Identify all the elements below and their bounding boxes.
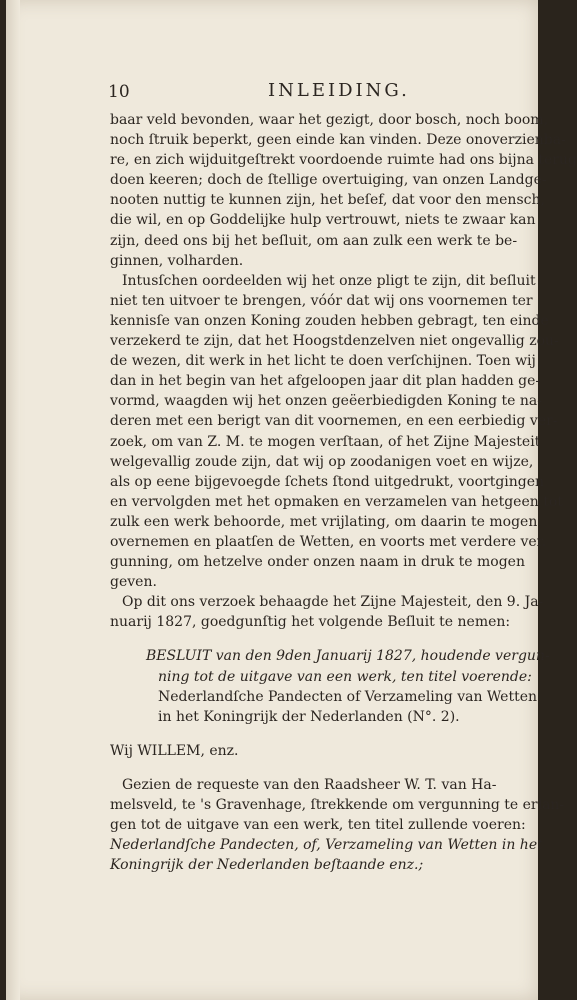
text-line: overnemen en plaatſen de Wetten, en voorts met verdere ver. [110, 533, 547, 550]
page-number: 10 [108, 82, 130, 102]
text-line: noch ſtruik beperkt, geen einde kan vinden. Deze onoverzienba- [110, 132, 566, 149]
text-line: melsveld, te 's Gravenhage, ſtrekkende om vergunning te erlan- [110, 797, 565, 813]
text-line: doen keeren; doch de ſtellige overtuiging, van onzen Landge- [110, 172, 547, 189]
running-head: INLEIDING. [268, 80, 410, 101]
decree-line: ning tot de uitgave van een werk, ten titel voerende: [158, 668, 532, 685]
text-line: re, en zich wijduitgeſtrekt voordoende ruimte had ons bijna terug [110, 152, 577, 169]
text-line: dan in het begin van het afgeloopen jaar dit plan hadden ge- [110, 373, 541, 390]
text-line: zijn, deed ons bij het beſluit, om aan zulk een werk te be- [110, 232, 518, 249]
decree-line: in het Koningrijk der Nederlanden (N°. 2). [158, 708, 460, 725]
text-line: verzekerd te zijn, dat het Hoogstdenzelven niet ongevallig zou- [110, 333, 559, 350]
text-line: gen tot de uitgave van een werk, ten titel zullende voeren: [110, 817, 526, 834]
text-line: baar veld bevonden, waar het gezigt, door bosch, noch boom, [110, 112, 549, 128]
text-line: Gezien de requeste van den Raadsheer W. T. van Ha- [122, 776, 497, 793]
text-line: Intusſchen oordeelden wij het onze pligt te zijn, dit beſluit [122, 272, 536, 289]
decree-line: Nederlandſche Pandecten of Verzameling van Wetten [158, 688, 538, 705]
decree-line: BESLUIT van den 9den Januarij 1827, houdende vergun- [146, 648, 550, 665]
text-line: niet ten uitvoer te brengen, vóór dat wij ons voornemen ter [110, 292, 533, 309]
text-line: zoek, om van Z. M. te mogen verſtaan, of het Zijne Majesteit [110, 433, 541, 450]
text-line: de wezen, dit werk in het licht te doen verſchijnen. Toen wij [110, 353, 536, 370]
decree-title [146, 646, 550, 726]
paragraph-1 [110, 110, 577, 271]
page-gutter [6, 0, 20, 1000]
text-line: zulk een werk behoorde, met vrijlating, om daarin te mogen [110, 513, 538, 530]
text-line: en vervolgden met het opmaken en verzamelen van hetgeen tot [110, 493, 563, 510]
paragraph-2 [110, 271, 563, 593]
text-line: als op eene bijgevoegde ſchets ſtond uitgedrukt, voortgingen [110, 473, 545, 490]
salutation: Wij WILLEM, enz. [110, 742, 239, 759]
paragraph-3 [110, 592, 544, 632]
page-header [108, 80, 488, 104]
text-line: nuarij 1827, goedgunſtig het volgende Beſluit te nemen: [110, 614, 511, 631]
text-line: kennisſe van onzen Koning zouden hebben gebragt, ten einde [110, 312, 549, 329]
text-line: deren met een berigt van dit voornemen, en een eerbiedig ver- [110, 413, 558, 430]
text-line: die wil, en op Goddelijke hulp vertrouwt, niets te zwaar kan [110, 212, 536, 229]
text-line: welgevallig zoude zijn, dat wij op zoodanigen voet en wijze, [110, 453, 534, 470]
text-line: vormd, waagden wij het onzen geëerbiedigden Koning te na- [110, 393, 542, 410]
page-text [110, 110, 577, 875]
text-line: gunning, om hetzelve onder onzen naam in druk te mogen [110, 554, 525, 571]
text-line: nooten nuttig te kunnen zijn, het beſef, dat voor den mensch, [110, 192, 545, 209]
text-line: geven. [110, 574, 157, 591]
text-line: Koningrijk der Nederlanden beſtaande enz.; [110, 857, 424, 874]
paragraph-4 [110, 775, 565, 875]
text-line: ginnen, volharden. [110, 252, 244, 269]
text-line: Op dit ons verzoek behaagde het Zijne Majesteit, den 9. Ja- [122, 594, 544, 611]
text-line: Nederlandſche Pandecten, of, Verzameling van Wetten in het [110, 837, 543, 854]
